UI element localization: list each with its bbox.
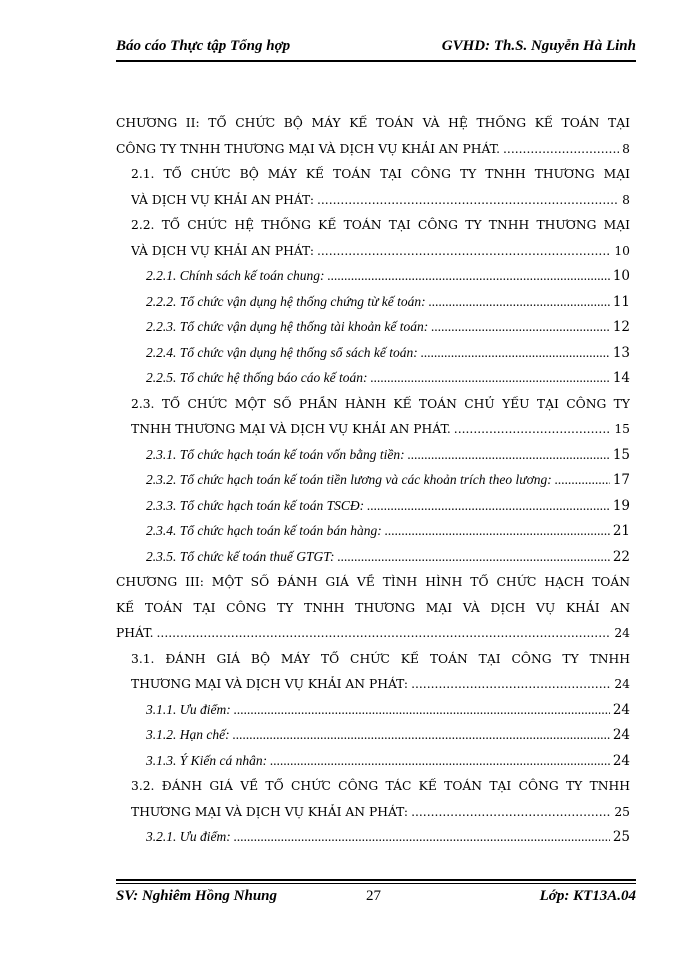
toc-section-3-1-line1: 3.1. ĐÁNH GIÁ BỘ MÁY TỔ CHỨC KẾ TOÁN TẠI CÔNG TY TNHH [131,652,630,666]
page-number: 24 [614,626,630,640]
page-footer [116,888,636,910]
toc-subsection-2-2-3: 2.2.3. Tổ chức vận dụng hệ thống tài khoản kế toán: ..... 12 [146,319,630,335]
toc-section-3-2-line2: THƯƠNG MẠI VÀ DỊCH VỤ KHẢI AN PHÁT: ..... 25 [131,804,630,820]
page-number: 10 [614,244,630,258]
toc-section-2-2-line1: 2.2. TỔ CHỨC HỆ THỐNG KẾ TOÁN TẠI CÔNG TY TNHH THƯƠNG MẠI [131,218,630,232]
toc-section-2-1-line1: 2.1. TỔ CHỨC BỘ MÁY KẾ TOÁN TẠI CÔNG TY TNHH THƯƠNG MẠI [131,167,630,181]
page-number: 14 [612,370,630,386]
page-number: 24 [614,677,630,691]
toc-chapter-2-line2: CÔNG TY TNHH THƯƠNG MẠI VÀ DỊCH VỤ KHẢI AN PHÁT. ..... 8 [116,141,630,157]
toc-subsection-2-2-1: 2.2.1. Chính sách kế toán chung: ..... 10 [146,268,630,284]
page-number: 24 [612,727,630,743]
toc-subsection-2-3-3: 2.3.3. Tổ chức hạch toán kế toán TSCĐ: ..... 19 [146,498,630,514]
toc-section-2-3-line1: 2.3. TỔ CHỨC MỘT SỐ PHẦN HÀNH KẾ TOÁN CHỦ YẾU TẠI CÔNG TY [131,397,630,411]
page-number: 8 [622,193,630,207]
page-number: 24 [612,702,630,718]
page-number: 15 [612,447,630,463]
toc-section-2-2-line2: VÀ DỊCH VỤ KHẢI AN PHÁT: ..... 10 [131,243,630,259]
page-number: 11 [612,294,630,310]
toc-subsection-3-1-1: 3.1.1. Ưu điểm: ..... 24 [146,702,630,718]
header-rule [116,60,636,62]
page-number: 10 [612,268,630,284]
page-number: 15 [614,422,630,436]
footer-rule-thin [116,883,636,884]
report-title: Báo cáo Thực tập Tổng hợp [116,38,291,54]
toc-section-3-2-line1: 3.2. ĐÁNH GIÁ VỀ TỔ CHỨC CÔNG TÁC KẾ TOÁN TẠI CÔNG TY TNHH [131,779,630,793]
page-number: 8 [622,142,630,156]
page-header [116,38,636,60]
toc-subsection-2-3-1: 2.3.1. Tổ chức hạch toán kế toán vốn bằng tiền: ..... 15 [146,447,630,463]
toc-subsection-3-1-3: 3.1.3. Ý Kiến cá nhân: ..... 24 [146,753,630,769]
page-number: 19 [612,498,630,514]
page-number: 22 [612,549,630,565]
toc-subsection-3-2-1: 3.2.1. Ưu điểm: ..... 25 [146,829,630,845]
toc-subsection-2-2-4: 2.2.4. Tổ chức vận dụng hệ thống sổ sách kế toán: ..... 13 [146,345,630,361]
toc-subsection-2-2-5: 2.2.5. Tổ chức hệ thống báo cáo kế toán: ..... 14 [146,370,630,386]
supervisor: GVHD: Th.S. Nguyễn Hà Linh [441,38,636,54]
class-code: Lớp: KT13A.04 [539,888,636,904]
footer-page-number: 27 [366,888,381,904]
page-number: 17 [612,472,630,488]
toc-chapter-3-line3: PHÁT. ..... 24 [116,625,630,641]
page-number: 12 [612,319,630,335]
toc-subsection-2-3-2: 2.3.2. Tổ chức hạch toán kế toán tiền lương và các khoản trích theo lương: ..... 17 [146,472,630,488]
footer-rule-thick [116,879,636,881]
toc-subsection-3-1-2: 3.1.2. Hạn chế: ..... 24 [146,727,630,743]
page-number: 25 [614,805,630,819]
toc-subsection-2-3-4: 2.3.4. Tổ chức hạch toán kế toán bán hàng: ..... 21 [146,523,630,539]
toc-chapter-3-line1: CHƯƠNG III: MỘT SỐ ĐÁNH GIÁ VỀ TÌNH HÌNH TỔ CHỨC HẠCH TOÁN [116,575,630,589]
toc-subsection-2-3-5: 2.3.5. Tổ chức kế toán thuế GTGT: ..... 22 [146,549,630,565]
toc-section-2-3-line2: TNHH THƯƠNG MẠI VÀ DỊCH VỤ KHẢI AN PHÁT. ..... 15 [131,421,630,437]
toc-section-3-1-line2: THƯƠNG MẠI VÀ DỊCH VỤ KHẢI AN PHÁT: ..... 24 [131,676,630,692]
page-number: 25 [612,829,630,845]
page-number: 24 [612,753,630,769]
toc-chapter-2-line1: CHƯƠNG II: TỔ CHỨC BỘ MÁY KẾ TOÁN VÀ HỆ THỐNG KẾ TOÁN TẠI [116,116,630,130]
page-number: 21 [612,523,630,539]
toc-section-2-1-line2: VÀ DỊCH VỤ KHẢI AN PHÁT: ..... 8 [131,192,630,208]
student-name: SV: Nghiêm Hồng Nhung [116,888,278,904]
toc-subsection-2-2-2: 2.2.2. Tổ chức vận dụng hệ thống chứng từ kế toán: ..... 11 [146,294,630,310]
page-number: 13 [612,345,630,361]
toc-chapter-3-line2: KẾ TOÁN TẠI CÔNG TY TNHH THƯƠNG MẠI VÀ DỊCH VỤ KHẢI AN [116,601,630,615]
